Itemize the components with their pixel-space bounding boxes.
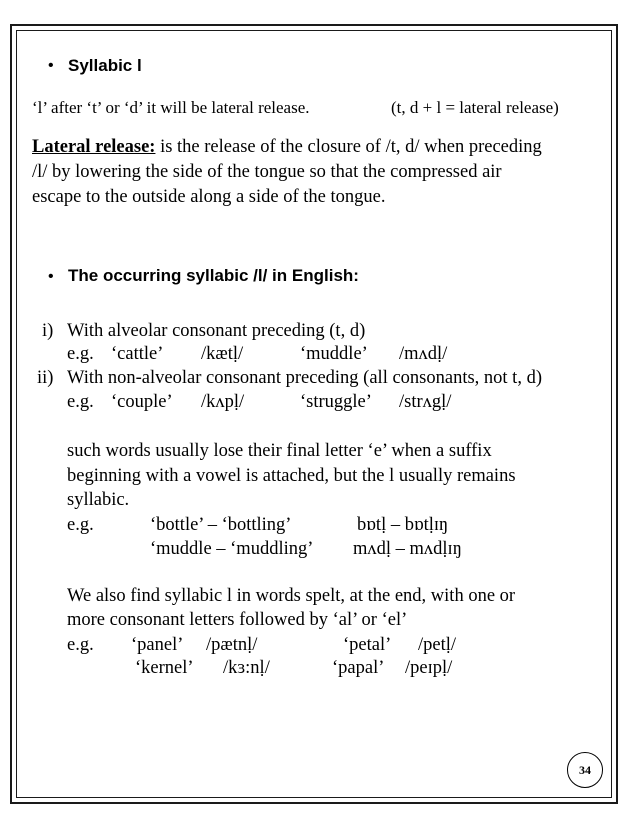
section-heading-occurring: The occurring syllabic /l/ in English: — [68, 266, 359, 285]
example-ipa: /pætnḷ/ — [206, 635, 258, 655]
example-ipa: bɒtḷ – bɒtḷɪŋ — [357, 515, 449, 535]
list-item-i: With alveolar consonant preceding (t, d) — [67, 321, 366, 341]
example-word: ‘muddle – ‘muddling’ — [150, 539, 314, 559]
section-heading-syllabic-l: Syllabic l — [68, 56, 142, 75]
intro-note: (t, d + l = lateral release) — [391, 98, 559, 117]
example-ipa: /kʌpḷ/ — [201, 392, 245, 412]
page-number: 34 — [579, 762, 591, 777]
example-word: ‘bottle’ – ‘bottling’ — [150, 515, 292, 535]
example-word: ‘couple’ — [111, 392, 173, 412]
example-word: ‘muddle’ — [300, 344, 368, 364]
example-word: ‘petal’ — [343, 635, 392, 655]
intro-text: ‘l’ after ‘t’ or ‘d’ it will be lateral release. — [32, 98, 310, 117]
example-word: ‘struggle’ — [300, 392, 372, 412]
example-word: ‘kernel’ — [135, 658, 194, 678]
example-word: ‘panel’ — [131, 635, 184, 655]
bullet-icon: • — [48, 57, 54, 74]
definition-line-3: escape to the outside along a side of the tongue. — [32, 187, 386, 207]
paragraph-line: beginning with a vowel is attached, but the l usually remains — [67, 466, 516, 486]
definition-text: is the release of the closure of /t, d/ when preceding — [155, 137, 542, 157]
example-word: ‘papal’ — [332, 658, 385, 678]
bullet-icon: • — [48, 268, 54, 285]
paragraph-line: more consonant letters followed by ‘al’ or ‘el’ — [67, 610, 408, 630]
list-number-i: i) — [42, 321, 54, 341]
list-number-ii: ii) — [37, 368, 54, 388]
example-ipa: /petḷ/ — [418, 635, 457, 655]
example-ipa: /peɪpḷ/ — [405, 658, 453, 678]
definition-term: Lateral release: — [32, 137, 156, 157]
definition-line-1 — [32, 137, 542, 158]
eg-label: e.g. — [67, 344, 94, 364]
definition-line-2: /l/ by lowering the side of the tongue so that the compressed air — [32, 162, 502, 182]
list-item-ii: With non-alveolar consonant preceding (all consonants, not t, d) — [67, 368, 542, 388]
eg-label: e.g. — [67, 635, 94, 655]
example-word: ‘cattle’ — [111, 344, 164, 364]
eg-label: e.g. — [67, 392, 94, 412]
example-ipa: mʌdḷ – mʌdḷɪŋ — [353, 539, 462, 559]
example-ipa: /kætḷ/ — [201, 344, 244, 364]
paragraph-line: such words usually lose their final letter ‘e’ when a suffix — [67, 441, 492, 461]
page-number-badge — [567, 752, 603, 788]
eg-label: e.g. — [67, 515, 94, 535]
example-ipa: /kɜ:nḷ/ — [223, 658, 270, 678]
example-ipa: /mʌdḷ/ — [399, 344, 448, 364]
example-ipa: /strʌgḷ/ — [399, 392, 452, 412]
paragraph-line: syllabic. — [67, 490, 130, 510]
paragraph-line: We also find syllabic l in words spelt, at the end, with one or — [67, 586, 516, 606]
